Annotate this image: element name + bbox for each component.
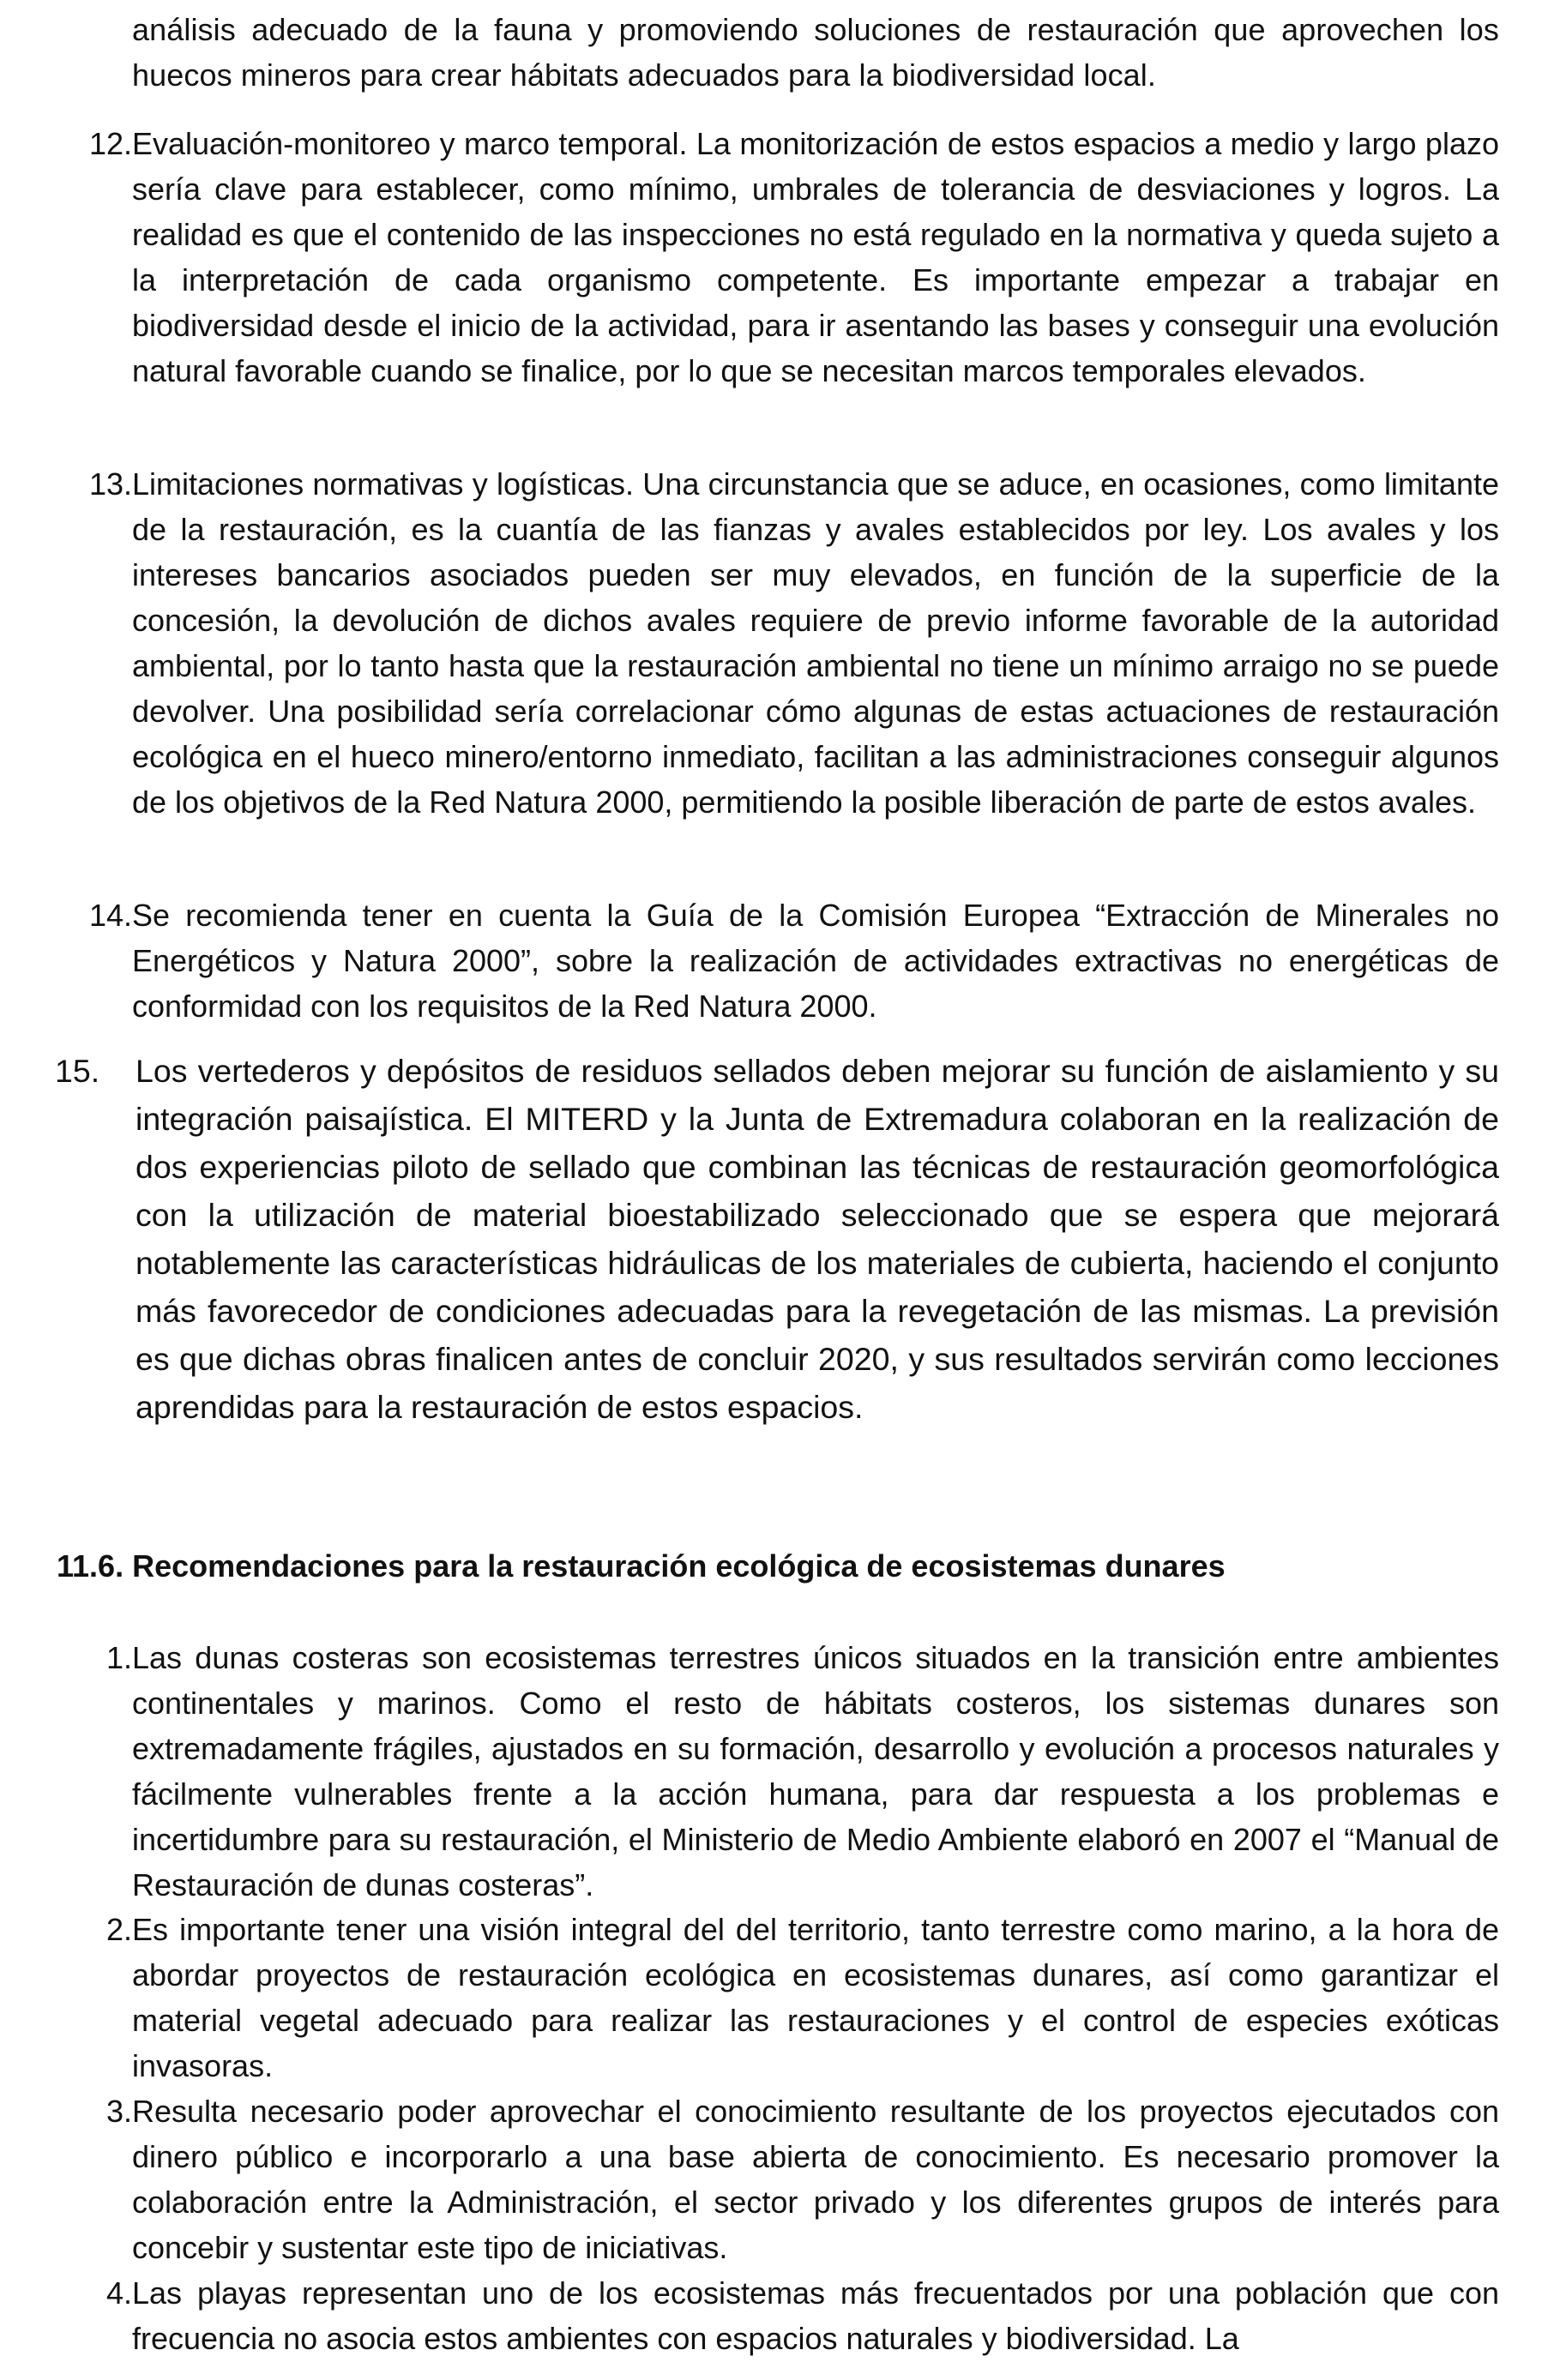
list-item-15 bbox=[55, 1047, 1499, 1431]
section-heading: 11.6. Recomendaciones para la restauración ecológica de ecosistemas dunares bbox=[57, 1548, 1226, 1584]
list-item-3 bbox=[63, 2089, 1499, 2270]
list-item-12 bbox=[63, 121, 1499, 394]
list-number: 3. bbox=[105, 2094, 132, 2129]
list-item-13 bbox=[63, 461, 1499, 825]
list-item-4 bbox=[63, 2270, 1499, 2361]
list-item-text: Resulta necesario poder aprovechar el conocimiento resultante de los proyectos ejecutados con dinero público e incorporarlo a una base abierta de conocimiento. Es necesario promover la colaboración entre la Administración, el sector privado y los diferentes grupos de interés para concebir y sustentar este tipo de iniciativas. bbox=[132, 2094, 1499, 2265]
list-item-text: Las playas representan uno de los ecosistemas más frecuentados por una población que con frecuencia no asocia estos ambientes con espacios naturales y biodiversidad. La bbox=[132, 2275, 1499, 2356]
list-item-text: Evaluación-monitoreo y marco temporal. La monitorización de estos espacios a medio y largo plazo sería clave para establecer, como mínimo, umbrales de tolerancia de desviaciones y logros. La realidad es que el contenido de las inspecciones no está regulado en la normativa y queda sujeto a la interpretación de cada organismo competente. Es importante empezar a trabajar en biodiversidad desde el inicio de la actividad, para ir asentando las bases y conseguir una evolución natural favorable cuando se finalice, por lo que se necesitan marcos temporales elevados. bbox=[132, 126, 1499, 388]
list-item-text: Los vertederos y depósitos de residuos sellados deben mejorar su función de aislamiento y su integración paisajística. El MITERD y la Junta de Extremadura colaboran en la realización de dos experiencias piloto de sellado que combinan las técnicas de restauración geomorfológica con la utilización de material bioestabilizado seleccionado que se espera que mejorará notablemente las características hidráulicas de los materiales de cubierta, haciendo el conjunto más favorecedor de condiciones adecuadas para la revegetación de las mismas. La previsión es que dichas obras finalicen antes de concluir 2020, y sus resultados servirán como lecciones aprendidas para la restauración de estos espacios. bbox=[136, 1053, 1499, 1425]
list-number: 15. bbox=[55, 1053, 100, 1089]
list-item-text: Se recomienda tener en cuenta la Guía de la Comisión Europea “Extracción de Minerales no Energéticos y Natura 2000”, sobre la realización de actividades extractivas no energéticas de conformidad con los requisitos de la Red Natura 2000. bbox=[132, 898, 1499, 1024]
list-number: 4. bbox=[105, 2275, 132, 2311]
list-number: 1. bbox=[105, 1640, 132, 1675]
list-item-1 bbox=[63, 1635, 1499, 1908]
list-item-14 bbox=[63, 892, 1499, 1029]
list-number: 13. bbox=[88, 466, 132, 502]
list-number: 12. bbox=[88, 126, 132, 161]
list-item-text: Limitaciones normativas y logísticas. Una circunstancia que se aduce, en ocasiones, como limitante de la restauración, es la cuantía de las fianzas y avales establecidos por ley. Los avales y los intereses bancarios asociados pueden ser muy elevados, en función de la superficie de la concesión, la devolución de dichos avales requiere de previo informe favorable de la autoridad ambiental, por lo tanto hasta que la restauración ambiental no tiene un mínimo arraigo no se puede devolver. Una posibilidad sería correlacionar cómo algunas de estas actuaciones de restauración ecológica en el hueco minero/entorno inmediato, facilitan a las administraciones conseguir algunos de los objetivos de la Red Natura 2000, permitiendo la posible liberación de parte de estos avales. bbox=[132, 466, 1499, 820]
list-item-text: Las dunas costeras son ecosistemas terrestres únicos situados en la transición entre ambientes continentales y marinos. Como el resto de hábitats costeros, los sistemas dunares son extremadamente frágiles, ajustados en su formación, desarrollo y evolución a procesos naturales y fácilmente vulnerables frente a la acción humana, para dar respuesta a los problemas e incertidumbre para su restauración, el Ministerio de Medio Ambiente elaboró en 2007 el “Manual de Restauración de dunas costeras”. bbox=[132, 1640, 1499, 1902]
list-item-text: Es importante tener una visión integral del del territorio, tanto terrestre como marino, a la hora de abordar proyectos de restauración ecológica en ecosistemas dunares, así como garantizar el material vegetal adecuado para realizar las restauraciones y el control de especies exóticas invasoras. bbox=[132, 1912, 1499, 2083]
list-item-2 bbox=[63, 1907, 1499, 2089]
list-number: 14. bbox=[88, 898, 132, 933]
list-number: 2. bbox=[105, 1912, 132, 1947]
continuation-paragraph: análisis adecuado de la fauna y promoviendo soluciones de restauración que aprovechen los huecos mineros para crear hábitats adecuados para la biodiversidad local. bbox=[132, 12, 1499, 93]
